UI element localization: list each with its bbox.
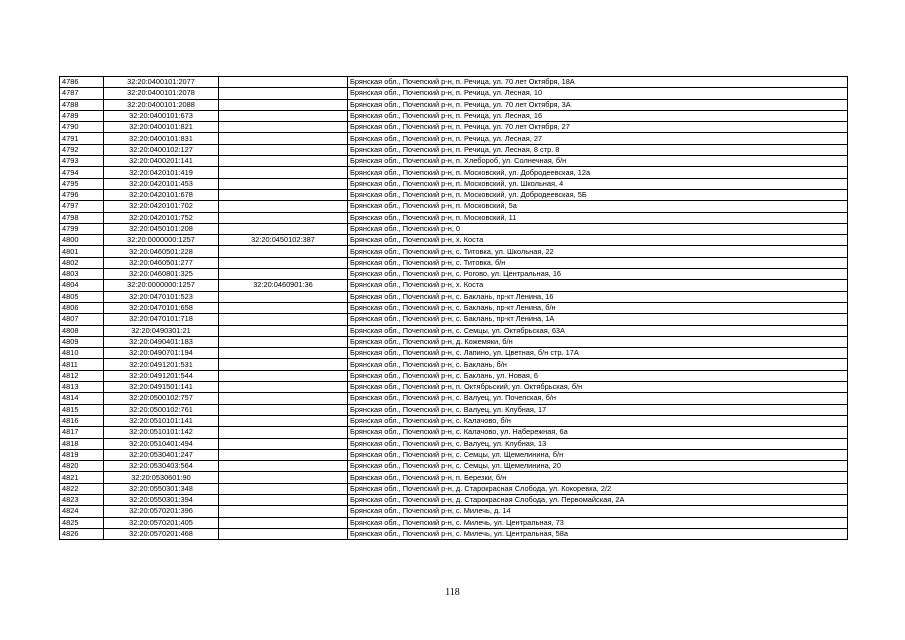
table-row (60, 359, 848, 370)
cadastral-number-cell: 32:20:0470101:718 (104, 314, 219, 325)
table-row (60, 314, 848, 325)
cadastral-number-cell: 32:20:0460801:325 (104, 269, 219, 280)
previous-number-cell (219, 415, 348, 426)
row-number-cell: 4820 (60, 461, 104, 472)
previous-number-cell (219, 438, 348, 449)
cadastral-number-cell: 32:20:0450101:208 (104, 223, 219, 234)
row-number-cell: 4819 (60, 449, 104, 460)
address-cell: Брянская обл., Почепский р-н, с. Милечь, ул. Центральная, 58а (348, 528, 848, 539)
row-number-cell: 4786 (60, 77, 104, 88)
table-row (60, 246, 848, 257)
address-cell: Брянская обл., Почепский р-н, с. Семцы, ул. Щемелинина, б/н (348, 449, 848, 460)
address-cell: Брянская обл., Почепский р-н, с. Баклань, пр-кт Ленина, 16 (348, 291, 848, 302)
row-number-cell: 4807 (60, 314, 104, 325)
previous-number-cell (219, 370, 348, 381)
previous-number-cell (219, 517, 348, 528)
cadastral-number-cell: 32:20:0490701:194 (104, 348, 219, 359)
address-cell: Брянская обл., Почепский р-н, с. Баклань, б/н (348, 359, 848, 370)
address-cell: Брянская обл., Почепский р-н, с. Калачово, ул. Набережная, 6а (348, 427, 848, 438)
address-cell: Брянская обл., Почепский р-н, п. Московский, ул. Добродеевская, 12а (348, 167, 848, 178)
row-number-cell: 4813 (60, 382, 104, 393)
table-row (60, 438, 848, 449)
previous-number-cell (219, 302, 348, 313)
cadastral-number-cell: 32:20:0491201:544 (104, 370, 219, 381)
table-row (60, 167, 848, 178)
row-number-cell: 4809 (60, 336, 104, 347)
table-row (60, 178, 848, 189)
cadastral-number-cell: 32:20:0420101:678 (104, 189, 219, 200)
table-row (60, 528, 848, 539)
previous-number-cell (219, 257, 348, 268)
row-number-cell: 4818 (60, 438, 104, 449)
row-number-cell: 4808 (60, 325, 104, 336)
row-number-cell: 4793 (60, 156, 104, 167)
table-row (60, 156, 848, 167)
row-number-cell: 4817 (60, 427, 104, 438)
cadastral-number-cell: 32:20:0470101:658 (104, 302, 219, 313)
address-cell: Брянская обл., Почепский р-н, п. Речица, ул. Лесная, 16 (348, 110, 848, 121)
row-number-cell: 4815 (60, 404, 104, 415)
cadastral-number-cell: 32:20:0400201:141 (104, 156, 219, 167)
address-cell: Брянская обл., Почепский р-н, п. Речица, ул. 70 лет Октября, 27 (348, 122, 848, 133)
address-cell: Брянская обл., Почепский р-н, с. Милечь, д. 14 (348, 506, 848, 517)
row-number-cell: 4824 (60, 506, 104, 517)
table-row (60, 336, 848, 347)
records-table-body (60, 77, 848, 540)
table-row (60, 122, 848, 133)
table-row (60, 280, 848, 291)
address-cell: Брянская обл., Почепский р-н, с. Баклань, пр-кт Ленина, 1А (348, 314, 848, 325)
previous-number-cell (219, 382, 348, 393)
table-row (60, 393, 848, 404)
row-number-cell: 4801 (60, 246, 104, 257)
cadastral-number-cell: 32:20:0400101:831 (104, 133, 219, 144)
previous-number-cell (219, 133, 348, 144)
address-cell: Брянская обл., Почепский р-н, п. Московский, ул. Добродеевская, 5Б (348, 189, 848, 200)
previous-number-cell (219, 167, 348, 178)
cadastral-number-cell: 32:20:0530401:247 (104, 449, 219, 460)
row-number-cell: 4814 (60, 393, 104, 404)
previous-number-cell (219, 325, 348, 336)
row-number-cell: 4789 (60, 110, 104, 121)
records-table (59, 76, 848, 540)
cadastral-number-cell: 32:20:0420101:453 (104, 178, 219, 189)
row-number-cell: 4794 (60, 167, 104, 178)
previous-number-cell (219, 88, 348, 99)
previous-number-cell (219, 99, 348, 110)
previous-number-cell (219, 110, 348, 121)
cadastral-number-cell: 32:20:0491501:141 (104, 382, 219, 393)
row-number-cell: 4823 (60, 494, 104, 505)
cadastral-number-cell: 32:20:0530403:564 (104, 461, 219, 472)
cadastral-number-cell: 32:20:0570201:396 (104, 506, 219, 517)
cadastral-number-cell: 32:20:0400101:2088 (104, 99, 219, 110)
table-row (60, 415, 848, 426)
table-row (60, 257, 848, 268)
table-row (60, 325, 848, 336)
table-row (60, 472, 848, 483)
table-row (60, 370, 848, 381)
table-row (60, 144, 848, 155)
previous-number-cell (219, 291, 348, 302)
row-number-cell: 4799 (60, 223, 104, 234)
row-number-cell: 4802 (60, 257, 104, 268)
table-row (60, 212, 848, 223)
cadastral-number-cell: 32:20:0491201:531 (104, 359, 219, 370)
address-cell: Брянская обл., Почепский р-н, с. Титовка, б/н (348, 257, 848, 268)
previous-number-cell (219, 528, 348, 539)
previous-number-cell: 32:20:0450102:387 (219, 235, 348, 246)
cadastral-number-cell: 32:20:0400101:2078 (104, 88, 219, 99)
previous-number-cell (219, 348, 348, 359)
cadastral-number-cell: 32:20:0400101:821 (104, 122, 219, 133)
row-number-cell: 4787 (60, 88, 104, 99)
cadastral-number-cell: 32:20:0490301:21 (104, 325, 219, 336)
table-row (60, 99, 848, 110)
previous-number-cell (219, 449, 348, 460)
cadastral-number-cell: 32:20:0460501:277 (104, 257, 219, 268)
cadastral-number-cell: 32:20:0510401:494 (104, 438, 219, 449)
cadastral-number-cell: 32:20:0570201:405 (104, 517, 219, 528)
address-cell: Брянская обл., Почепский р-н, п. Речица, ул. 70 лет Октября, 18А (348, 77, 848, 88)
table-row (60, 291, 848, 302)
address-cell: Брянская обл., Почепский р-н, п. Речица, ул. Лесная, 27 (348, 133, 848, 144)
address-cell: Брянская обл., Почепский р-н, п. Речица, ул. Лесная, 8 стр. 8 (348, 144, 848, 155)
previous-number-cell (219, 483, 348, 494)
cadastral-number-cell: 32:20:0570201:468 (104, 528, 219, 539)
address-cell: Брянская обл., Почепский р-н, п. Речица, ул. Лесная, 10 (348, 88, 848, 99)
previous-number-cell (219, 506, 348, 517)
previous-number-cell (219, 494, 348, 505)
cadastral-number-cell: 32:20:0400101:673 (104, 110, 219, 121)
cadastral-number-cell: 32:20:0000000:1257 (104, 235, 219, 246)
previous-number-cell (219, 269, 348, 280)
table-row (60, 404, 848, 415)
cadastral-number-cell: 32:20:0400102:127 (104, 144, 219, 155)
table-row (60, 110, 848, 121)
table-row (60, 189, 848, 200)
row-number-cell: 4821 (60, 472, 104, 483)
cadastral-number-cell: 32:20:0530601:90 (104, 472, 219, 483)
address-cell: Брянская обл., Почепский р-н, с. Милечь, ул. Центральная, 73 (348, 517, 848, 528)
cadastral-number-cell: 32:20:0490401:183 (104, 336, 219, 347)
previous-number-cell (219, 314, 348, 325)
address-cell: Брянская обл., Почепский р-н, с. Титовка, ул. Школьная, 22 (348, 246, 848, 257)
row-number-cell: 4800 (60, 235, 104, 246)
table-row (60, 133, 848, 144)
row-number-cell: 4825 (60, 517, 104, 528)
cadastral-number-cell: 32:20:0460501:228 (104, 246, 219, 257)
previous-number-cell (219, 77, 348, 88)
row-number-cell: 4812 (60, 370, 104, 381)
row-number-cell: 4806 (60, 302, 104, 313)
cadastral-number-cell: 32:20:0420101:702 (104, 201, 219, 212)
table-row (60, 77, 848, 88)
table-row (60, 427, 848, 438)
cadastral-number-cell: 32:20:0420101:752 (104, 212, 219, 223)
address-cell: Брянская обл., Почепский р-н, п. Московский, 5а (348, 201, 848, 212)
previous-number-cell (219, 189, 348, 200)
cadastral-number-cell: 32:20:0510101:142 (104, 427, 219, 438)
table-row (60, 382, 848, 393)
cadastral-number-cell: 32:20:0550301:394 (104, 494, 219, 505)
address-cell: Брянская обл., Почепский р-н, с. Семцы, ул. Октябрьская, 63А (348, 325, 848, 336)
address-cell: Брянская обл., Почепский р-н, с. Лапино, ул. Цветная, б/н стр. 17А (348, 348, 848, 359)
table-row (60, 483, 848, 494)
previous-number-cell (219, 461, 348, 472)
address-cell: Брянская обл., Почепский р-н, с. Калачово, б/н (348, 415, 848, 426)
row-number-cell: 4795 (60, 178, 104, 189)
address-cell: Брянская обл., Почепский р-н, с. Баклань, ул. Новая, 6 (348, 370, 848, 381)
address-cell: Брянская обл., Почепский р-н, д. Старокрасная Слобода, ул. Первомайская, 2А (348, 494, 848, 505)
cadastral-number-cell: 32:20:0550301:348 (104, 483, 219, 494)
previous-number-cell (219, 178, 348, 189)
cadastral-number-cell: 32:20:0500102:761 (104, 404, 219, 415)
address-cell: Брянская обл., Почепский р-н, п. Хлебороб, ул. Солнечная, б/н (348, 156, 848, 167)
previous-number-cell (219, 359, 348, 370)
row-number-cell: 4797 (60, 201, 104, 212)
row-number-cell: 4805 (60, 291, 104, 302)
table-row (60, 223, 848, 234)
row-number-cell: 4826 (60, 528, 104, 539)
address-cell: Брянская обл., Почепский р-н, с. Семцы, ул. Щемелинина, 20 (348, 461, 848, 472)
address-cell: Брянская обл., Почепский р-н, с. Баклань, пр-кт Ленина, б/н (348, 302, 848, 313)
previous-number-cell (219, 212, 348, 223)
table-row (60, 506, 848, 517)
address-cell: Брянская обл., Почепский р-н, п. Октябрьский, ул. Октябрьская, б/н (348, 382, 848, 393)
cadastral-number-cell: 32:20:0470101:523 (104, 291, 219, 302)
table-row (60, 269, 848, 280)
address-cell: Брянская обл., Почепский р-н, 0 (348, 223, 848, 234)
address-cell: Брянская обл., Почепский р-н, с. Валуец, ул. Почепская, б/н (348, 393, 848, 404)
cadastral-number-cell: 32:20:0500102:757 (104, 393, 219, 404)
previous-number-cell (219, 246, 348, 257)
table-row (60, 235, 848, 246)
address-cell: Брянская обл., Почепский р-н, д. Кожемяки, б/н (348, 336, 848, 347)
previous-number-cell (219, 472, 348, 483)
table-row (60, 201, 848, 212)
table-row (60, 461, 848, 472)
row-number-cell: 4810 (60, 348, 104, 359)
address-cell: Брянская обл., Почепский р-н, д. Старокрасная Слобода, ул. Кокоревка, 2/2 (348, 483, 848, 494)
previous-number-cell (219, 336, 348, 347)
cadastral-number-cell: 32:20:0400101:2077 (104, 77, 219, 88)
row-number-cell: 4811 (60, 359, 104, 370)
row-number-cell: 4803 (60, 269, 104, 280)
cadastral-number-cell: 32:20:0420101:419 (104, 167, 219, 178)
row-number-cell: 4792 (60, 144, 104, 155)
row-number-cell: 4816 (60, 415, 104, 426)
cadastral-number-cell: 32:20:0510101:141 (104, 415, 219, 426)
row-number-cell: 4798 (60, 212, 104, 223)
row-number-cell: 4804 (60, 280, 104, 291)
address-cell: Брянская обл., Почепский р-н, с. Валуец, ул. Клубная, 17 (348, 404, 848, 415)
row-number-cell: 4796 (60, 189, 104, 200)
address-cell: Брянская обл., Почепский р-н, с. Рогово, ул. Центральная, 16 (348, 269, 848, 280)
previous-number-cell: 32:20:0460901:36 (219, 280, 348, 291)
table-row (60, 494, 848, 505)
address-cell: Брянская обл., Почепский р-н, п. Московский, ул. Школьная, 4 (348, 178, 848, 189)
previous-number-cell (219, 156, 348, 167)
address-cell: Брянская обл., Почепский р-н, с. Валуец, ул. Клубная, 13 (348, 438, 848, 449)
table-row (60, 88, 848, 99)
table-row (60, 517, 848, 528)
table-row (60, 449, 848, 460)
row-number-cell: 4788 (60, 99, 104, 110)
table-row (60, 302, 848, 313)
previous-number-cell (219, 393, 348, 404)
row-number-cell: 4791 (60, 133, 104, 144)
page-number: 118 (445, 587, 460, 598)
address-cell: Брянская обл., Почепский р-н, п. Московский, 11 (348, 212, 848, 223)
address-cell: Брянская обл., Почепский р-н, х. Коста (348, 235, 848, 246)
previous-number-cell (219, 144, 348, 155)
address-cell: Брянская обл., Почепский р-н, п. Березки, б/н (348, 472, 848, 483)
previous-number-cell (219, 427, 348, 438)
previous-number-cell (219, 201, 348, 212)
row-number-cell: 4790 (60, 122, 104, 133)
address-cell: Брянская обл., Почепский р-н, х. Коста (348, 280, 848, 291)
previous-number-cell (219, 404, 348, 415)
address-cell: Брянская обл., Почепский р-н, п. Речица, ул. 70 лет Октября, 3А (348, 99, 848, 110)
table-row (60, 348, 848, 359)
row-number-cell: 4822 (60, 483, 104, 494)
cadastral-number-cell: 32:20:0000000:1257 (104, 280, 219, 291)
previous-number-cell (219, 122, 348, 133)
previous-number-cell (219, 223, 348, 234)
